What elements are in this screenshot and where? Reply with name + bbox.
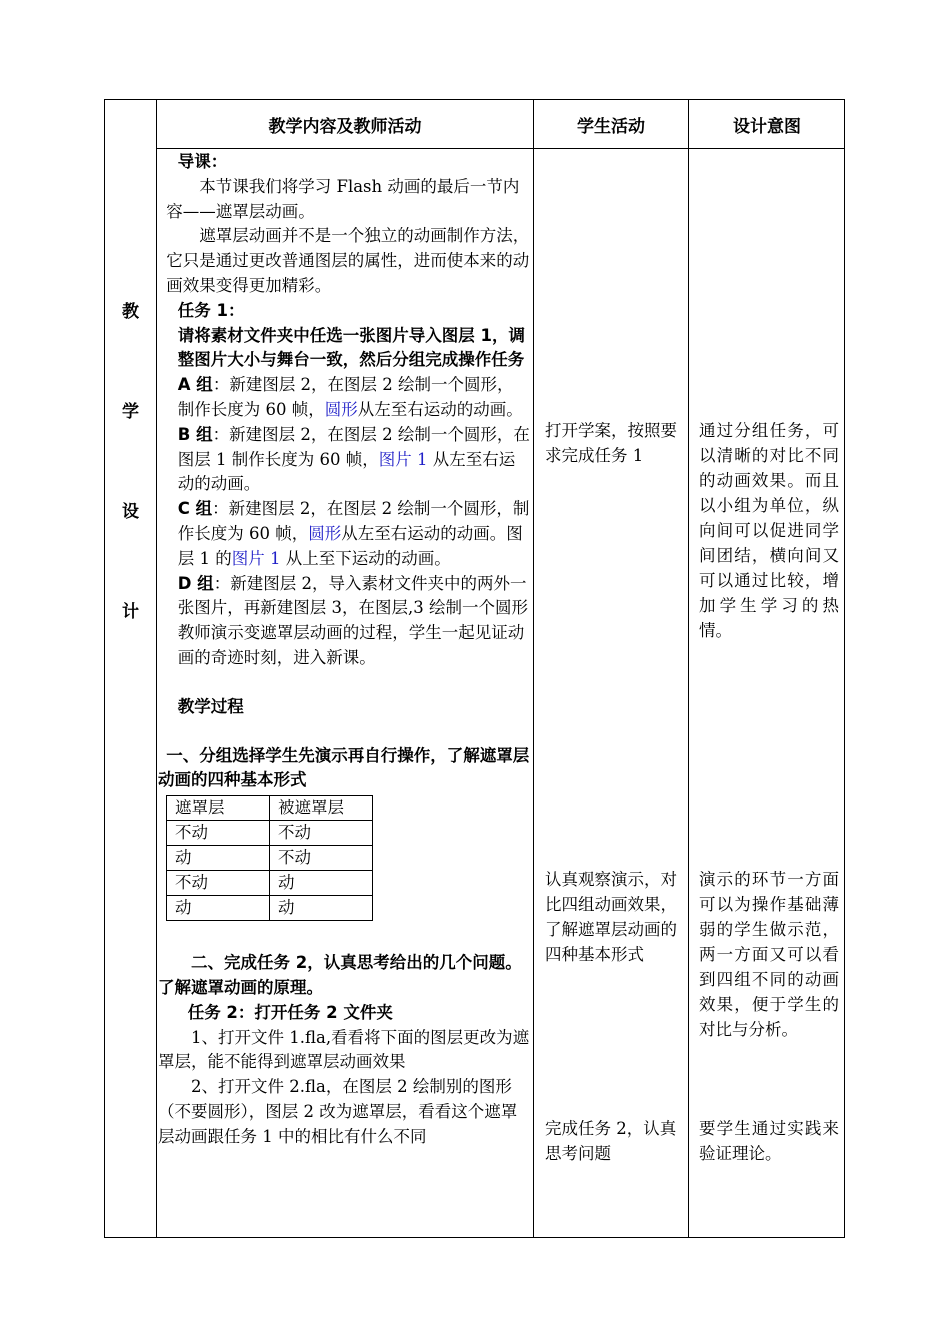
link-text: 图片 1	[378, 449, 428, 469]
group-a-text: A 组：新建图层 2，在图层 2 绘制一个圆形，制作长度为 60 帧，圆形从左至右运动的动画。	[177, 375, 523, 419]
task2-item: 1、打开文件 1.fla,看看将下面的图层更改为遮罩层，能不能得到遮罩层动画效果	[158, 1027, 530, 1072]
task2-item: 2、打开文件 2.fla，在图层 2 绘制别的图形（不要圆形），图层 2 改为遮罩层，看看这个遮罩层动画跟任务 1 中的相比有什么不同	[158, 1077, 518, 1146]
group-d-text: D 组：新建图层 2，导入素材文件夹中的两外一张图片，再新建图层 3，在图层,3 绘制一个圆形	[177, 573, 529, 618]
header-teacher-activity: 教学内容及教师活动	[268, 116, 422, 137]
table-cell: 不动	[167, 871, 270, 896]
header-student-activity: 学生活动	[577, 116, 645, 137]
intro-title: 导课：	[177, 152, 228, 171]
section1-title: 一、分组选择学生先演示再自行操作，了解遮罩层动画的四种基本形式	[158, 745, 530, 790]
table-row	[167, 871, 373, 896]
mask-forms-table	[166, 795, 373, 921]
column-divider	[533, 100, 534, 1237]
column-divider	[688, 100, 689, 1237]
table-cell: 动	[167, 896, 270, 921]
group-b-text: B 组：新建图层 2，在图层 2 绘制一个圆形，在图层 1 制作长度为 60 帧，图片 1 从左至右运动的动画。	[177, 424, 530, 494]
table-cell: 动	[270, 896, 373, 921]
side-label-char: 学	[122, 402, 139, 422]
table-cell: 动	[167, 846, 270, 871]
link-text: 图片 1	[231, 548, 281, 568]
teacher-activity-cell	[158, 150, 530, 1150]
side-label-char: 计	[122, 602, 139, 622]
table-cell: 被遮罩层	[270, 796, 373, 821]
link-text: 圆形	[308, 523, 342, 543]
side-label-char: 教	[122, 302, 139, 322]
column-divider	[156, 100, 157, 1237]
student-activity-3: 完成任务 2，认真思考问题	[545, 1119, 677, 1163]
task1-description: 请将素材文件夹中任选一张图片导入图层 1，调整图片大小与舞台一致，然后分组完成操作任务	[177, 325, 526, 370]
table-cell: 动	[270, 871, 373, 896]
spacer	[158, 671, 530, 695]
intro-paragraph: 遮罩层动画并不是一个独立的动画制作方法，它只是通过更改普通图层的属性，进而使本来的动画效果变得更加精彩。	[166, 226, 530, 295]
section2-title: 二、完成任务 2，认真思考给出的几个问题。了解遮罩动画的原理。	[158, 953, 522, 997]
student-activity-2: 认真观察演示，对比四组动画效果，了解遮罩层动画的四种基本形式	[545, 870, 677, 964]
header-design-intent: 设计意图	[733, 116, 801, 137]
design-intent-1: 通过分组任务，可以清晰的对比不同的动画效果。而且以小组为单位，纵向间可以促进同学间团结，横向间又可以通过比较，增加学生学习的热情。	[699, 421, 839, 640]
side-label-char: 设	[122, 502, 139, 522]
table-cell: 不动	[167, 821, 270, 846]
lesson-plan-table	[104, 99, 845, 1238]
design-intent-3: 要学生通过实践来验证理论。	[699, 1119, 839, 1163]
table-row	[167, 821, 373, 846]
task1-title: 任务 1：	[177, 300, 245, 320]
intro-paragraph: 本节课我们将学习 Flash 动画的最后一节内容——遮罩层动画。	[166, 176, 520, 221]
table-row	[167, 796, 373, 821]
demo-text: 教师演示变遮罩层动画的过程，学生一起见证动画的奇迹时刻，进入新课。	[177, 623, 525, 667]
link-text: 圆形	[324, 399, 358, 419]
task2-title: 任务 2：打开任务 2 文件夹	[187, 1002, 393, 1022]
design-intent-2: 演示的环节一方面可以为操作基础薄弱的学生做示范，两一方面又可以看到四组不同的动画效果，便于学生的对比与分析。	[699, 870, 839, 1039]
process-title: 教学过程	[177, 696, 244, 716]
header-divider	[156, 148, 844, 149]
student-activity-1: 打开学案，按照要求完成任务 1	[545, 421, 677, 465]
spacer	[158, 720, 530, 744]
table-row	[167, 846, 373, 871]
table-row	[167, 896, 373, 921]
table-cell: 不动	[270, 846, 373, 871]
table-cell: 遮罩层	[167, 796, 270, 821]
group-c-text: C 组：新建图层 2，在图层 2 绘制一个圆形，制作长度为 60 帧，圆形从左至右运动的动画。图层 1 的图片 1 从上至下运动的动画。	[177, 499, 530, 568]
table-cell: 不动	[270, 821, 373, 846]
